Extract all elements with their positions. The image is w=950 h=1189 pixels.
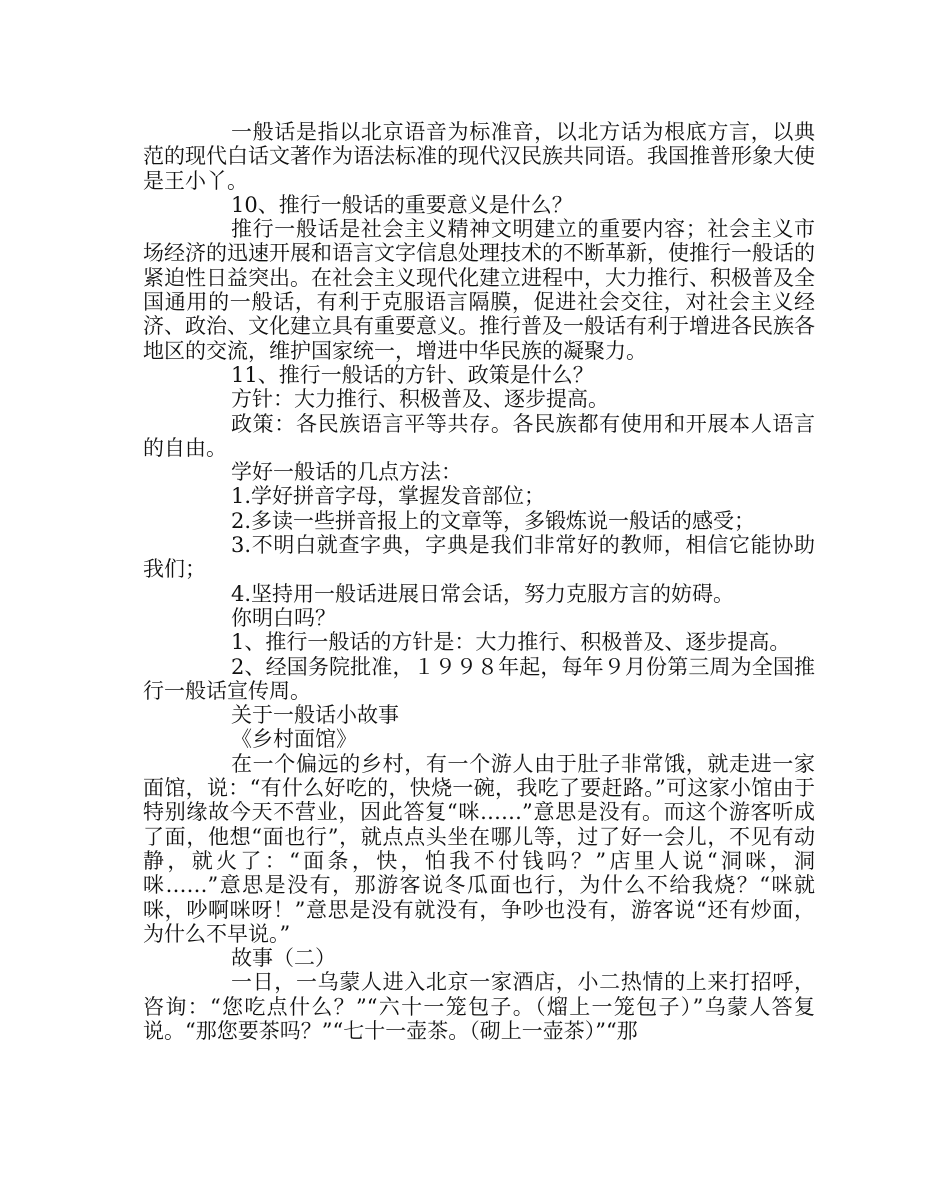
method-item-2: 2.多读一些拼音报上的文章等，多锻炼说一般话的感受； (231, 508, 756, 533)
paragraph-significance: 推行一般话是社会主义精神文明建立的重要内容；社会主义市场经济的迅速开展和语言文字信息处理技术的不断革新，使推行一般话的紧迫性日益突出。在社会主义现代化建立进程中，大力推行、积极普及全国通用的一般话，有利于克服语言隔膜，促进社会交往，对社会主义经济、政治、文化建立具有重要意义。推行普及一般话有利于增进各民族各地区的交流，维护国家统一，增进中华民族的凝聚力。 (143, 217, 815, 363)
story-2-body: 一日，一乌蒙人进入北京一家酒店，小二热情的上来打招呼，咨询：“您吃点什么？”“六十一笼包子。（熘上一笼包子）”乌蒙人答复说。“那您要茶吗？”“七十一壶茶。（砌上一壶茶）”“那 (143, 970, 815, 1043)
method-item-4: 4.坚持用一般话进展日常会话，努力克服方言的妨碍。 (231, 581, 735, 606)
story-1-body: 在一个偏远的乡村，有一个游人由于肚子非常饿，就走进一家面馆，说：“有什么好吃的，快烧一碗，我吃了要赶路。”可这家小馆由于特别缘故今天不营业，因此答复“咪……”意思是没有。而这个游客听成了面，他想“面也行”，就点点头坐在哪儿等，过了好一会儿，不见有动静，就火了：“面条，快，怕我不付钱吗？”店里人说“洞咪，洞咪……”意思是没有，那游客说冬瓜面也行，为什么不给我烧？“咪就咪，吵啊咪呀！”意思是没有就没有，争吵也没有，游客说“还有炒面，为什么不早说。” (143, 751, 815, 946)
paragraph-policy: 政策：各民族语言平等共存。各民族都有使用和开展本人语言的自由。 (143, 411, 815, 460)
story-2-title: 故事（二） (231, 946, 336, 971)
method-item-1: 1.学好拼音字母，掌握发音部位； (231, 484, 546, 509)
quiz-item-2: 2、经国务院批准，１９９８年起，每年９月份第三周为全国推行一般话宣传周。 (143, 654, 815, 703)
question-11-heading: 11、推行一般话的方针、政策是什么？ (231, 362, 594, 387)
question-10-heading: 10、推行一般话的重要意义是什么？ (231, 192, 573, 217)
stories-heading: 关于一般话小故事 (231, 703, 399, 728)
methods-heading: 学好一般话的几点方法： (231, 460, 462, 485)
document-page (143, 120, 815, 1043)
method-item-3: 3.不明白就查字典，字典是我们非常好的教师，相信它能协助我们； (143, 533, 815, 582)
paragraph-policy-guideline: 方针：大力推行、积极普及、逐步提高。 (231, 387, 609, 412)
quiz-item-1: 1、推行一般话的方针是：大力推行、积极普及、逐步提高。 (231, 630, 791, 655)
story-1-title: 《乡村面馆》 (231, 727, 357, 752)
quiz-heading: 你明白吗？ (231, 605, 336, 630)
paragraph-definition: 一般话是指以北京语音为标准音，以北方话为根底方言，以典范的现代白话文著作为语法标准的现代汉民族共同语。我国推普形象大使是王小丫。 (143, 120, 815, 193)
